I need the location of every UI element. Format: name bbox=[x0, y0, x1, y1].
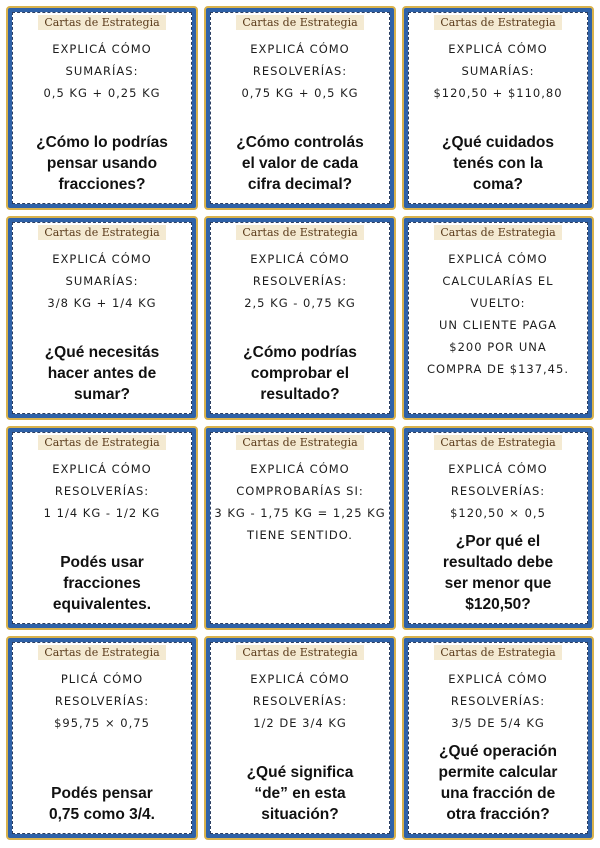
card-question bbox=[41, 342, 164, 405]
card-tab-label: Cartas de Estrategia bbox=[236, 435, 363, 450]
card-question bbox=[435, 741, 562, 825]
card-prompt bbox=[211, 38, 389, 104]
question-line: situación? bbox=[261, 806, 339, 823]
question-line: el valor de cada bbox=[241, 155, 359, 172]
prompt-line: 0,5 KG + 0,25 KG bbox=[43, 86, 161, 100]
card-question bbox=[232, 132, 367, 195]
strategy-card bbox=[6, 6, 198, 210]
question-line: permite calcular bbox=[438, 764, 558, 781]
strategy-card bbox=[402, 6, 594, 210]
prompt-line: PLICÁ CÓMO bbox=[60, 672, 144, 686]
question-line: resultado? bbox=[260, 386, 340, 403]
question-line: fracciones? bbox=[58, 176, 146, 193]
prompt-line: EXPLICÁ CÓMO bbox=[250, 462, 350, 476]
question-line: $120,50? bbox=[465, 596, 531, 613]
strategy-card bbox=[204, 426, 396, 630]
prompt-line: EXPLICÁ CÓMO bbox=[52, 42, 152, 56]
prompt-line: EXPLICÁ CÓMO bbox=[448, 462, 548, 476]
question-line: ¿Qué cuidados bbox=[442, 134, 554, 151]
strategy-card bbox=[204, 6, 396, 210]
prompt-line: 3 KG - 1,75 KG = 1,25 KG bbox=[214, 506, 386, 520]
prompt-line: 1/2 DE 3/4 KG bbox=[253, 716, 347, 730]
prompt-line: $120,50 × 0,5 bbox=[450, 506, 546, 520]
strategy-card bbox=[6, 216, 198, 420]
question-line: “de” en esta bbox=[254, 785, 346, 802]
card-tab-label: Cartas de Estrategia bbox=[434, 225, 561, 240]
prompt-line: TIENE SENTIDO. bbox=[247, 528, 353, 542]
prompt-line: $200 POR UNA bbox=[449, 340, 547, 354]
card-prompt bbox=[409, 668, 587, 734]
card-body bbox=[210, 642, 390, 834]
prompt-line: SUMARÍAS: bbox=[461, 64, 535, 78]
card-body bbox=[408, 12, 588, 204]
question-line: 0,75 como 3/4. bbox=[49, 806, 155, 823]
prompt-line: RESOLVERÍAS: bbox=[252, 274, 348, 288]
prompt-line: EXPLICÁ CÓMO bbox=[448, 252, 548, 266]
prompt-line: 1 1/4 KG - 1/2 KG bbox=[43, 506, 161, 520]
question-line: resultado debe bbox=[442, 554, 554, 571]
card-question bbox=[239, 342, 361, 405]
question-line: coma? bbox=[473, 176, 523, 193]
card-body bbox=[210, 222, 390, 414]
question-line: sumar? bbox=[73, 386, 130, 403]
card-tab-label: Cartas de Estrategia bbox=[236, 645, 363, 660]
card-tab-label: Cartas de Estrategia bbox=[38, 435, 165, 450]
question-line: tenés con la bbox=[453, 155, 543, 172]
question-line: ¿Cómo podrías bbox=[243, 344, 357, 361]
card-body bbox=[12, 222, 192, 414]
card-body bbox=[408, 642, 588, 834]
card-tab-label: Cartas de Estrategia bbox=[38, 225, 165, 240]
strategy-card bbox=[6, 426, 198, 630]
prompt-line: 0,75 KG + 0,5 KG bbox=[241, 86, 359, 100]
question-line: hacer antes de bbox=[47, 365, 157, 382]
question-line: otra fracción? bbox=[446, 806, 550, 823]
card-question bbox=[438, 132, 558, 195]
prompt-line: EXPLICÁ CÓMO bbox=[250, 42, 350, 56]
card-prompt bbox=[409, 458, 587, 524]
prompt-line: 3/8 KG + 1/4 KG bbox=[47, 296, 157, 310]
prompt-line: EXPLICÁ CÓMO bbox=[250, 252, 350, 266]
card-tab-label: Cartas de Estrategia bbox=[434, 645, 561, 660]
prompt-line: RESOLVERÍAS: bbox=[54, 694, 150, 708]
question-line: ¿Qué operación bbox=[439, 743, 557, 760]
card-question bbox=[243, 762, 358, 825]
card-prompt bbox=[13, 458, 191, 524]
card-body bbox=[408, 432, 588, 624]
prompt-line: RESOLVERÍAS: bbox=[252, 694, 348, 708]
card-prompt bbox=[211, 668, 389, 734]
prompt-line: $120,50 + $110,80 bbox=[433, 86, 563, 100]
prompt-line: RESOLVERÍAS: bbox=[450, 484, 546, 498]
card-prompt bbox=[409, 38, 587, 104]
question-line: cifra decimal? bbox=[247, 176, 353, 193]
question-line: pensar usando bbox=[46, 155, 158, 172]
question-line: ser menor que bbox=[444, 575, 552, 592]
card-question bbox=[49, 552, 155, 615]
strategy-card bbox=[402, 426, 594, 630]
card-prompt bbox=[13, 248, 191, 314]
question-line: fracciones bbox=[63, 575, 141, 592]
question-line: ¿Qué necesitás bbox=[44, 344, 160, 361]
prompt-line: EXPLICÁ CÓMO bbox=[52, 462, 152, 476]
card-tab-label: Cartas de Estrategia bbox=[236, 225, 363, 240]
prompt-line: 3/5 DE 5/4 KG bbox=[451, 716, 545, 730]
card-tab-label: Cartas de Estrategia bbox=[38, 15, 165, 30]
card-body bbox=[210, 432, 390, 624]
card-question bbox=[439, 531, 557, 615]
strategy-card bbox=[204, 636, 396, 840]
card-body bbox=[408, 222, 588, 414]
prompt-line: RESOLVERÍAS: bbox=[450, 694, 546, 708]
prompt-line: SUMARÍAS: bbox=[65, 64, 139, 78]
prompt-line: EXPLICÁ CÓMO bbox=[448, 42, 548, 56]
card-tab-label: Cartas de Estrategia bbox=[38, 645, 165, 660]
prompt-line: CALCULARÍAS EL bbox=[442, 274, 554, 288]
card-question bbox=[32, 132, 172, 195]
question-line: ¿Por qué el bbox=[455, 533, 541, 550]
card-question bbox=[45, 783, 159, 825]
prompt-line: EXPLICÁ CÓMO bbox=[52, 252, 152, 266]
strategy-card bbox=[6, 636, 198, 840]
question-line: equivalentes. bbox=[52, 596, 152, 613]
card-body bbox=[12, 432, 192, 624]
question-line: Podés usar bbox=[60, 554, 144, 571]
question-line: Podés pensar bbox=[51, 785, 153, 802]
strategy-card bbox=[204, 216, 396, 420]
card-prompt bbox=[211, 248, 389, 314]
card-prompt bbox=[211, 458, 389, 546]
strategy-card bbox=[402, 216, 594, 420]
question-line: una fracción de bbox=[440, 785, 556, 802]
prompt-line: RESOLVERÍAS: bbox=[252, 64, 348, 78]
card-body bbox=[12, 12, 192, 204]
strategy-card bbox=[402, 636, 594, 840]
card-body bbox=[12, 642, 192, 834]
prompt-line: 2,5 KG - 0,75 KG bbox=[244, 296, 356, 310]
prompt-line: COMPRA DE $137,45. bbox=[427, 362, 569, 376]
card-prompt bbox=[409, 248, 587, 380]
card-tab-label: Cartas de Estrategia bbox=[434, 435, 561, 450]
card-grid bbox=[6, 6, 596, 842]
prompt-line: SUMARÍAS: bbox=[65, 274, 139, 288]
prompt-line: EXPLICÁ CÓMO bbox=[448, 672, 548, 686]
prompt-line: RESOLVERÍAS: bbox=[54, 484, 150, 498]
prompt-line: COMPROBARÍAS SI: bbox=[236, 484, 364, 498]
card-body bbox=[210, 12, 390, 204]
card-tab-label: Cartas de Estrategia bbox=[236, 15, 363, 30]
prompt-line: UN CLIENTE PAGA bbox=[439, 318, 557, 332]
card-prompt bbox=[13, 38, 191, 104]
question-line: ¿Qué significa bbox=[246, 764, 354, 781]
question-line: comprobar el bbox=[250, 365, 350, 382]
question-line: ¿Cómo lo podrías bbox=[36, 134, 168, 151]
card-prompt bbox=[13, 668, 191, 734]
question-line: ¿Cómo controlás bbox=[236, 134, 364, 151]
card-tab-label: Cartas de Estrategia bbox=[434, 15, 561, 30]
prompt-line: EXPLICÁ CÓMO bbox=[250, 672, 350, 686]
prompt-line: VUELTO: bbox=[470, 296, 526, 310]
prompt-line: $95,75 × 0,75 bbox=[54, 716, 150, 730]
